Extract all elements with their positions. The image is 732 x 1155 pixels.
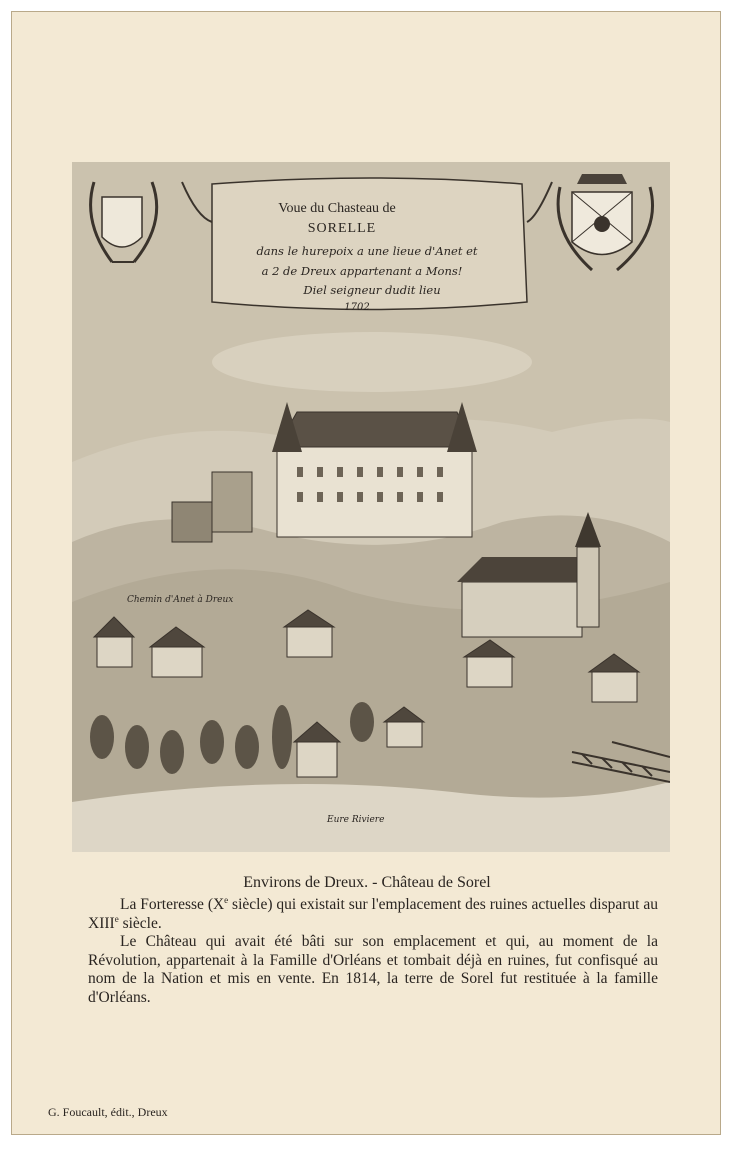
road-label: Chemin d'Anet à Dreux (127, 595, 234, 605)
banner-line-1: dans le hurepoix a une lieue d'Anet et (256, 244, 478, 258)
river-label: Eure Riviere (327, 815, 385, 825)
castle-engraving (72, 162, 670, 852)
banner-name: SORELLE (307, 221, 377, 236)
banner-year: 1702 (344, 302, 370, 313)
engraving-drawing (72, 162, 670, 852)
caption-body (88, 896, 658, 1007)
publisher-credit: G. Foucault, édit., Dreux (48, 1105, 168, 1119)
caption-paragraph-2: Le Château qui avait été bâti sur son emplacement et qui, au moment de la Révolution, appartenait à la Famille d'Orléans et tombait déjà en ruines, fut confisqué au nom de la Nation et mis en vente. En 1814, la terre de Sorel fut restituée à la famille d'Orléans. (88, 933, 658, 1006)
caption-title: Environs de Dreux. - Château de Sorel (243, 874, 491, 891)
banner-line-3: Diel seigneur dudit lieu (303, 283, 441, 297)
banner-title: Voue du Chasteau de (278, 201, 396, 216)
postcard (11, 11, 721, 1135)
banner-line-2: a 2 de Dreux appartenant a Mons! (261, 264, 463, 278)
caption-paragraph-1: La Forteresse (Xe siècle) qui existait sur l'emplacement des ruines actuelles disparut au XIIIe siècle. (88, 894, 658, 932)
title-banner (182, 178, 552, 313)
